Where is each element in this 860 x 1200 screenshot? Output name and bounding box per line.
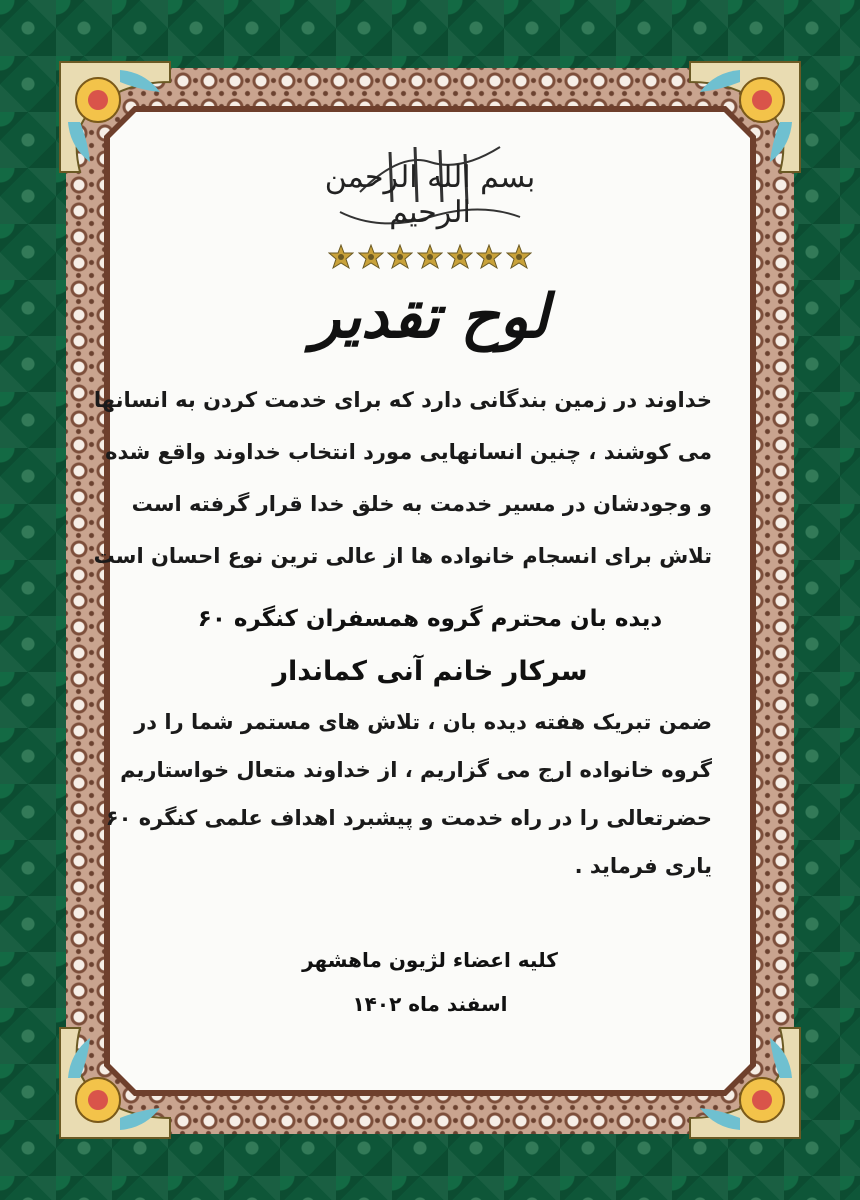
intro-line: خداوند در زمین بندگانی دارد که برای خدمت کردن به انسانها [93, 388, 712, 412]
body-line: یاری فرماید . [574, 854, 712, 878]
recipient-name: سرکار خانم آنی کماندار [272, 656, 588, 687]
star-ornament-icon [506, 244, 532, 270]
basmala-text: بسم الله الرحمن الرحیم [324, 160, 536, 230]
recipient-role: دیده بان محترم گروه همسفران کنگره ۶۰ [197, 606, 663, 632]
certificate-content [93, 112, 750, 1090]
intro-line: تلاش برای انسجام خانواده ها از عالی ترین نوع احسان است [93, 544, 712, 568]
star-ornament-icon [447, 244, 473, 270]
body-line: گروه خانواده ارج می گزاریم ، از خداوند متعال خواستاریم [120, 758, 712, 782]
intro-line: می کوشند ، چنین انسانهایی مورد انتخاب خداوند واقع شده [105, 440, 712, 464]
star-ornament-icon [476, 244, 502, 270]
body-line: حضرتعالی را در راه خدمت و پیشبرد اهداف علمی کنگره ۶۰ [105, 806, 712, 830]
star-row [328, 244, 532, 274]
certificate-title: لوح تقدیر [311, 282, 549, 352]
star-ornament-icon [358, 244, 384, 270]
star-ornament-icon [328, 244, 354, 270]
issue-date: اسفند ماه ۱۴۰۲ [352, 992, 508, 1016]
body-line: ضمن تبریک هفته دیده بان ، تلاش های مستمر شما را در [134, 710, 712, 734]
signature: کلیه اعضاء لژیون ماهشهر [302, 948, 558, 972]
star-ornament-icon [387, 244, 413, 270]
star-ornament-icon [417, 244, 443, 270]
intro-line: و وجودشان در مسیر خدمت به خلق خدا قرار گرفته است [131, 492, 712, 516]
basmala-calligraphy [320, 132, 540, 242]
